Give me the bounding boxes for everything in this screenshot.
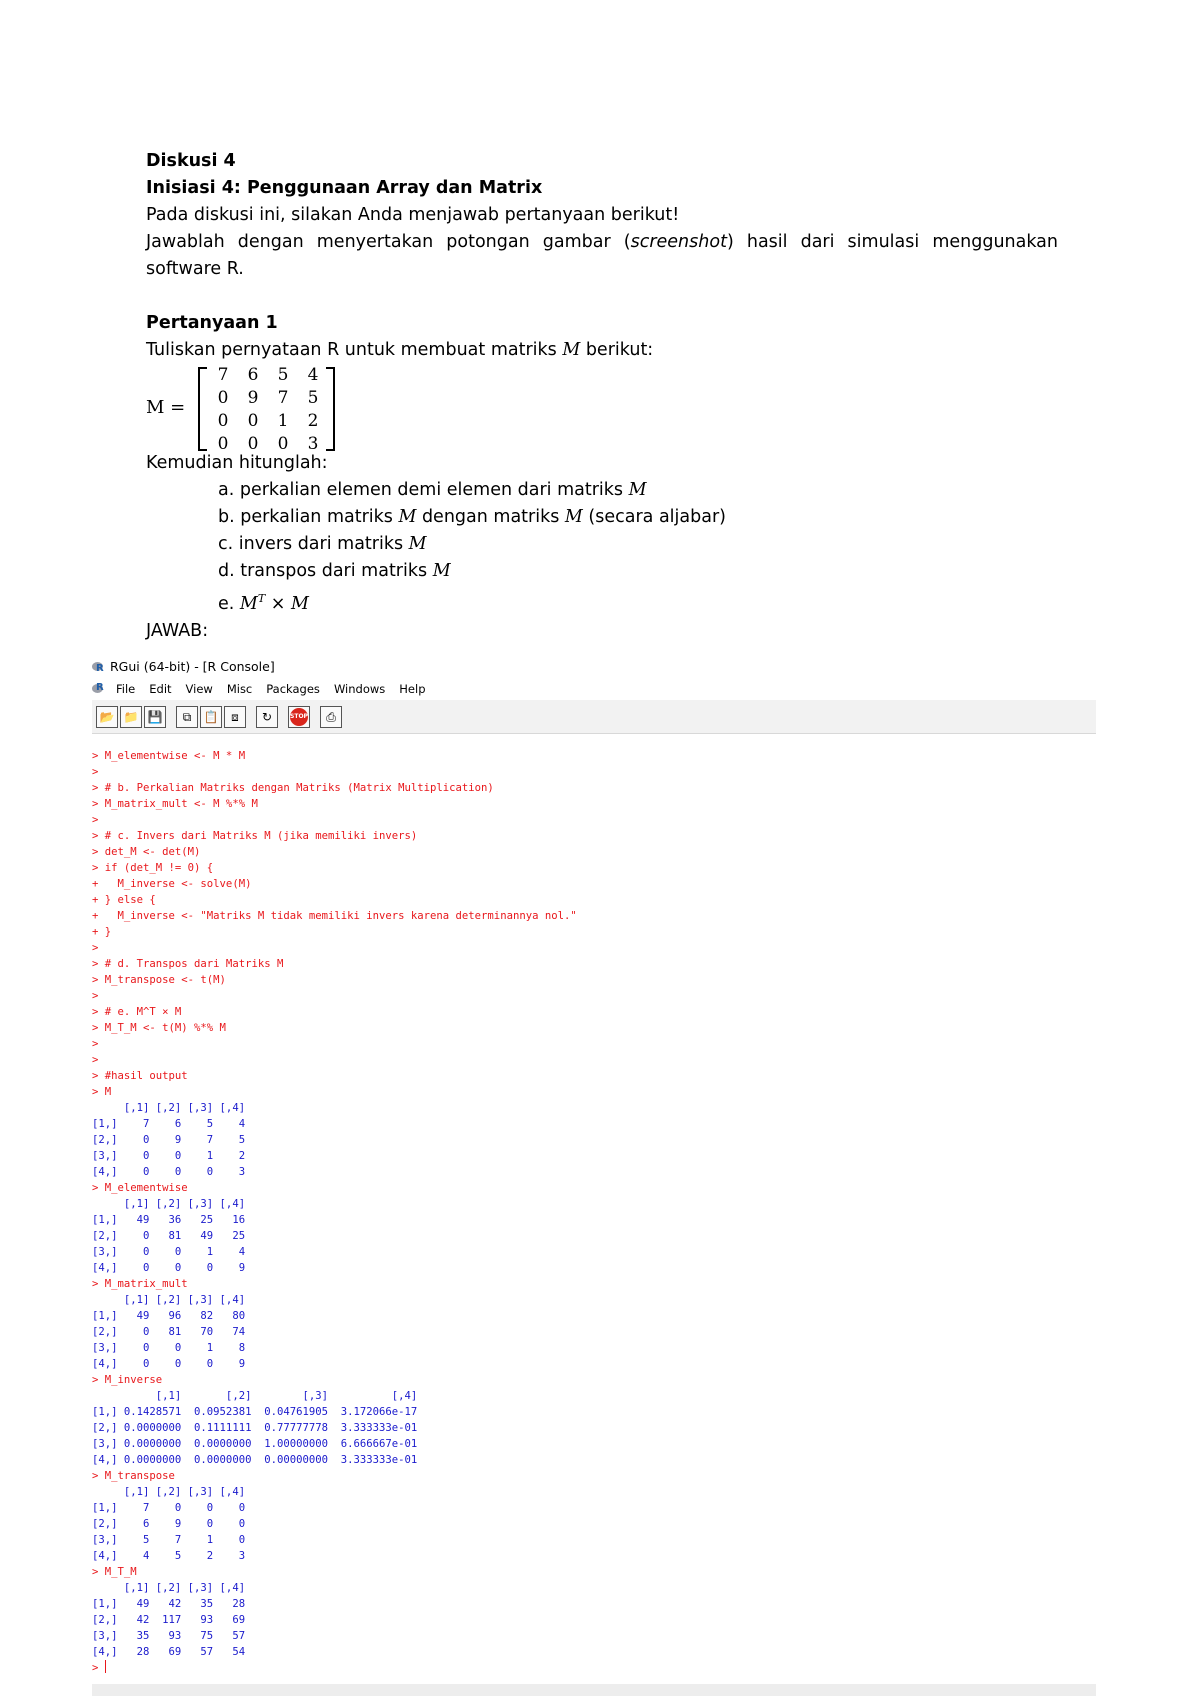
console-command-line: > (92, 814, 99, 826)
matrix-table (208, 364, 328, 456)
menu-bar (92, 680, 440, 698)
document-body (146, 148, 1058, 645)
matrix-cell: 1 (277, 411, 289, 431)
task-item-d (146, 558, 1058, 585)
console-output-line: [1,] 7 0 0 0 (92, 1502, 246, 1514)
matrix-cell: 0 (217, 411, 229, 431)
matrix-row (208, 364, 328, 387)
matrix-cell: 7 (277, 388, 289, 408)
console-output-line: [2,] 6 9 0 0 (92, 1518, 246, 1530)
task-text: dengan matriks (416, 507, 565, 527)
console-output-line: [3,] 0 0 1 2 (92, 1150, 246, 1162)
menu-windows[interactable]: Windows (333, 682, 386, 696)
console-command-line: > # e. M^T × M (92, 1006, 182, 1018)
instruction-post: ) hasil dari simulasi menggunakan software R. (146, 232, 1058, 279)
console-output-line: [3,] 0 0 1 8 (92, 1342, 246, 1354)
console-output-line: [1,] 7 6 5 4 (92, 1118, 246, 1130)
task-text: d. transpos dari matriks (218, 561, 433, 581)
matrix-cell: 9 (247, 388, 259, 408)
instruction-pre: Jawablah dengan menyertakan potongan gambar ( (146, 232, 631, 252)
question-text (146, 337, 1058, 364)
document-subheading: Inisiasi 4: Penggunaan Array dan Matrix (146, 178, 543, 198)
console-output-line: [2,] 0.0000000 0.1111111 0.77777778 3.333333e-01 (92, 1422, 418, 1434)
menu-edit[interactable]: Edit (149, 682, 172, 696)
console-output-line: [1,] 0.1428571 0.0952381 0.04761905 3.172066e-17 (92, 1406, 418, 1418)
r-logo-icon (92, 661, 106, 673)
console-output-line: [4,] 0 0 0 3 (92, 1166, 246, 1178)
task-var: M (628, 480, 647, 500)
console-command-line: > M_inverse (92, 1374, 163, 1386)
instruction-italic: screenshot (630, 232, 727, 252)
matrix-cell: 5 (307, 388, 319, 408)
task-text: (secara aljabar) (582, 507, 726, 527)
console-command-line: > M_T_M (92, 1566, 137, 1578)
console-command-line: + M_inverse <- "Matriks M tidak memiliki invers karena determinannya nol." (92, 910, 577, 922)
console-output-line: [1,] 49 42 35 28 (92, 1598, 246, 1610)
matrix-cell: 7 (217, 365, 229, 385)
window-title: RGui (64-bit) - [R Console] (110, 659, 275, 674)
console-command-line: > M_matrix_mult (92, 1278, 188, 1290)
task-text: × (265, 593, 291, 614)
console-output-line: [4,] 28 69 57 54 (92, 1646, 246, 1658)
text-cursor (105, 1660, 106, 1673)
console-output-line: [1,] 49 96 82 80 (92, 1310, 246, 1322)
answer-label: JAWAB: (146, 620, 209, 641)
matrix-cell: 5 (277, 365, 289, 385)
console-command-line: > (92, 1038, 99, 1050)
refresh-icon[interactable]: ↻ (256, 706, 278, 728)
instruction-paragraph (146, 229, 1058, 283)
console-output-line: [4,] 0 0 0 9 (92, 1262, 246, 1274)
console-command-line: > M_matrix_mult <- M %*% M (92, 798, 258, 810)
rgui-window (92, 658, 1096, 1696)
console-command-line: + M_inverse <- solve(M) (92, 878, 252, 890)
console-output-line: [,1] [,2] [,3] [,4] (92, 1294, 246, 1306)
matrix-cell: 4 (307, 365, 319, 385)
console-prompt[interactable]: > (92, 1662, 105, 1674)
copy-paste-icon[interactable]: ⧈ (224, 706, 246, 728)
matrix-right-bracket (326, 367, 335, 451)
console-output[interactable] (92, 748, 1096, 1676)
task-var: M (432, 561, 451, 581)
console-command-line: > M_elementwise (92, 1182, 188, 1194)
console-output-line: [4,] 4 5 2 3 (92, 1550, 246, 1562)
matrix-cell: 0 (277, 434, 289, 454)
matrix-cell: 6 (247, 365, 259, 385)
task-item-e (146, 585, 1058, 618)
matrix-cell: 0 (247, 434, 259, 454)
console-output-line: [3,] 5 7 1 0 (92, 1534, 246, 1546)
menu-packages[interactable]: Packages (266, 682, 320, 696)
matrix-cell: 0 (217, 434, 229, 454)
console-command-line: > if (det_M != 0) { (92, 862, 214, 874)
matrix-cell: 3 (307, 434, 319, 454)
task-text: e. (218, 593, 240, 614)
task-var: M (398, 507, 417, 527)
task-item-a (146, 477, 1058, 504)
console-command-line: > det_M <- det(M) (92, 846, 201, 858)
task-item-b (146, 504, 1058, 531)
console-output-line: [,1] [,2] [,3] [,4] (92, 1390, 418, 1402)
menu-file[interactable]: File (116, 682, 136, 696)
console-command-line: > M_transpose <- t(M) (92, 974, 226, 986)
matrix-row (208, 433, 328, 456)
console-command-line: > M_T_M <- t(M) %*% M (92, 1022, 226, 1034)
console-output-line: [,1] [,2] [,3] [,4] (92, 1102, 246, 1114)
task-text: a. perkalian elemen demi elemen dari matriks (218, 480, 629, 500)
console-command-line: > M_elementwise <- M * M (92, 750, 246, 762)
stop-label: STOP (290, 708, 308, 726)
console-output-line: [2,] 42 117 93 69 (92, 1614, 246, 1626)
task-superscript: T (257, 592, 266, 605)
r-logo-icon (92, 683, 106, 695)
task-var: M (290, 593, 309, 614)
document-heading: Diskusi 4 (146, 151, 236, 171)
matrix-row (208, 387, 328, 410)
console-output-line: [2,] 0 81 70 74 (92, 1326, 246, 1338)
window-titlebar (92, 658, 275, 676)
open-script-icon[interactable]: 📂 (96, 706, 118, 728)
console-output-line: [3,] 35 93 75 57 (92, 1630, 246, 1642)
console-command-line: + } else { (92, 894, 156, 906)
console-output-line: [4,] 0.0000000 0.0000000 0.00000000 3.333333e-01 (92, 1454, 418, 1466)
print-icon[interactable]: ⎙ (320, 706, 342, 728)
matrix-row (208, 410, 328, 433)
save-icon[interactable]: 💾 (144, 706, 166, 728)
copy-icon[interactable]: ⧉ (176, 706, 198, 728)
matrix-cell: 2 (307, 411, 319, 431)
task-var: M (564, 507, 583, 527)
task-text: b. perkalian matriks (218, 507, 399, 527)
matrix-cell: 0 (247, 411, 259, 431)
status-bar (92, 1684, 1096, 1696)
then-text: Kemudian hitunglah: (146, 453, 328, 473)
console-output-line: [,1] [,2] [,3] [,4] (92, 1198, 246, 1210)
question-text-post: berikut: (580, 340, 654, 360)
stop-icon[interactable] (288, 706, 310, 728)
matrix-left-bracket (198, 367, 207, 451)
console-command-line: > (92, 990, 99, 1002)
menu-help[interactable]: Help (399, 682, 426, 696)
menu-view[interactable]: View (185, 682, 213, 696)
question-title: Pertanyaan 1 (146, 313, 278, 333)
task-text: c. invers dari matriks (218, 534, 409, 554)
console-command-line: > M_transpose (92, 1470, 175, 1482)
console-command-line: > # c. Invers dari Matriks M (jika memiliki invers) (92, 830, 418, 842)
question-text-var: M (562, 340, 581, 360)
console-command-line: > (92, 942, 99, 954)
toolbar (92, 700, 1096, 734)
task-var: M (239, 593, 258, 614)
console-command-line: > # d. Transpos dari Matriks M (92, 958, 284, 970)
task-item-c (146, 531, 1058, 558)
question-text-pre: Tuliskan pernyataan R untuk membuat matriks (146, 340, 563, 360)
console-command-line: > # b. Perkalian Matriks dengan Matriks (Matrix Multiplication) (92, 782, 494, 794)
menu-misc[interactable]: Misc (226, 682, 253, 696)
console-output-line: [1,] 49 36 25 16 (92, 1214, 246, 1226)
console-command-line: > M (92, 1086, 112, 1098)
console-output-line: [2,] 0 81 49 25 (92, 1230, 246, 1242)
console-output-line: [,1] [,2] [,3] [,4] (92, 1582, 246, 1594)
console-output-line: [,1] [,2] [,3] [,4] (92, 1486, 246, 1498)
paste-icon[interactable]: 📋 (200, 706, 222, 728)
matrix-label: M = (146, 397, 186, 418)
console-output-line: [4,] 0 0 0 9 (92, 1358, 246, 1370)
console-output-line: [3,] 0 0 1 4 (92, 1246, 246, 1258)
console-command-line: > (92, 766, 99, 778)
task-var: M (408, 534, 427, 554)
load-workspace-icon[interactable]: 📁 (120, 706, 142, 728)
intro-line: Pada diskusi ini, silakan Anda menjawab pertanyaan berikut! (146, 205, 680, 225)
console-output-line: [2,] 0 9 7 5 (92, 1134, 246, 1146)
console-command-line: > (92, 1054, 99, 1066)
matrix-cell: 0 (217, 388, 229, 408)
matrix-equation (146, 364, 1058, 454)
console-output-line: [3,] 0.0000000 0.0000000 1.00000000 6.666667e-01 (92, 1438, 418, 1450)
console-command-line: + } (92, 926, 112, 938)
console-command-line: > #hasil output (92, 1070, 188, 1082)
